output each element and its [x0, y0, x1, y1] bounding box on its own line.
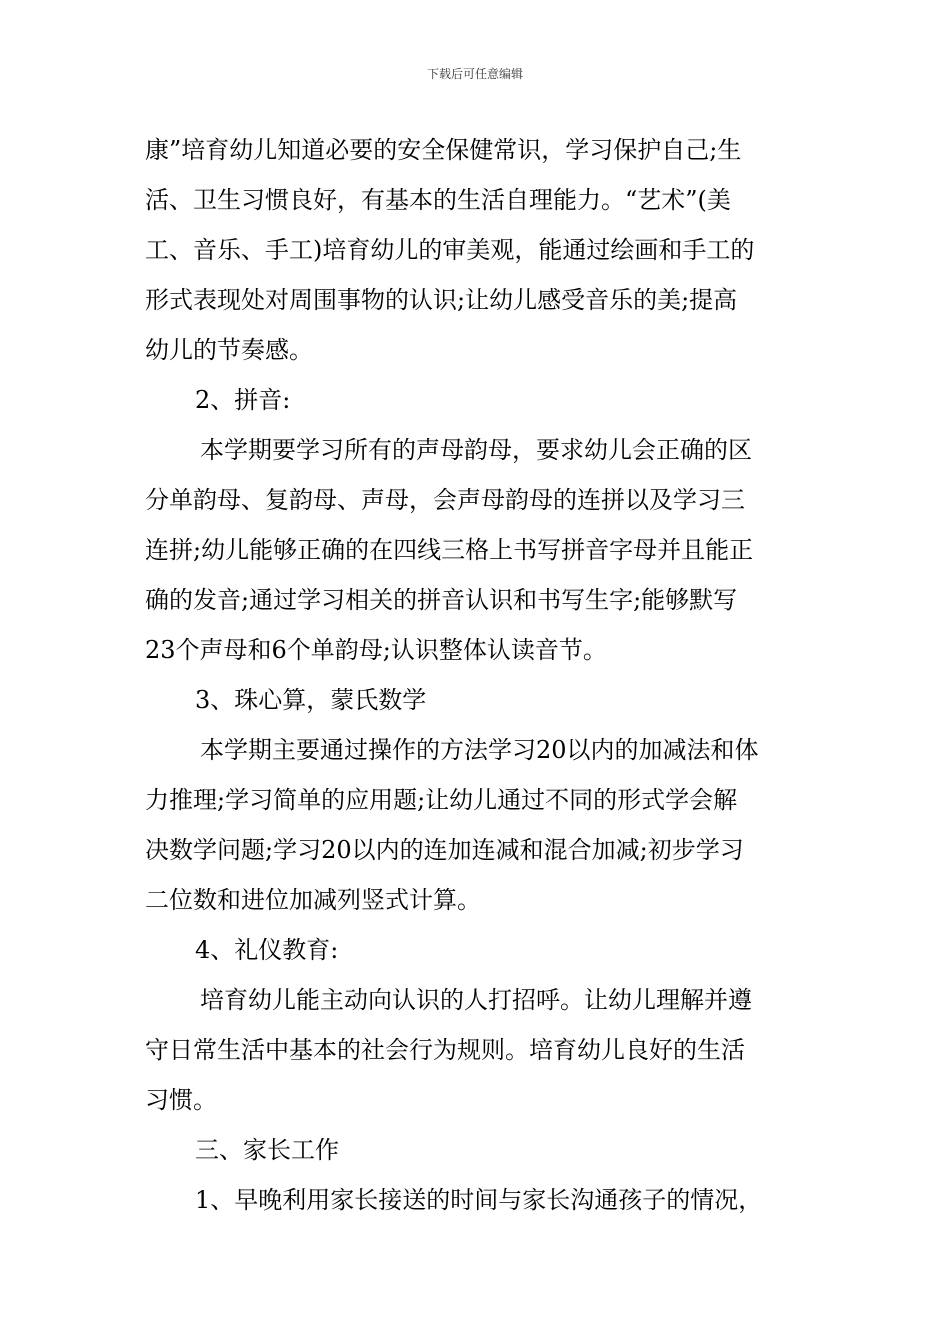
text-line: 本学期要学习所有的声母韵母，要求幼儿会正确的区 [200, 436, 752, 464]
text-line: 幼儿的节奏感。 [145, 336, 313, 364]
text-line: 确的发音;通过学习相关的拼音认识和书写生字;能够默写 [145, 586, 738, 614]
text-line: 康”培育幼儿知道必要的安全保健常识，学习保护自己;生 [145, 136, 742, 164]
text-line: 1、早晚利用家长接送的时间与家长沟通孩子的情况， [195, 1186, 763, 1214]
section-heading: 三、家长工作 [195, 1136, 339, 1164]
section-heading: 4、礼仪教育: [195, 936, 339, 964]
text-line: 习惯。 [145, 1086, 217, 1114]
text-line: 形式表现处对周围事物的认识;让幼儿感受音乐的美;提高 [145, 286, 738, 314]
text-line: 23个声母和6个单韵母;认识整体认读音节。 [145, 636, 607, 664]
text-line: 决数学问题;学习20以内的连加连减和混合加减;初步学习 [145, 836, 744, 864]
section-heading: 3、珠心算，蒙氏数学 [195, 686, 427, 714]
text-line: 活、卫生习惯良好，有基本的生活自理能力。“艺术”(美 [145, 186, 731, 214]
text-line: 分单韵母、复韵母、声母，会声母韵母的连拼以及学习三 [145, 486, 745, 514]
text-line: 二位数和进位加减列竖式计算。 [145, 886, 481, 914]
text-line: 力推理;学习简单的应用题;让幼儿通过不同的形式学会解 [145, 786, 738, 814]
text-line: 培育幼儿能主动向认识的人打招呼。让幼儿理解并遵 [200, 986, 752, 1014]
text-line: 工、音乐、手工)培育幼儿的审美观，能通过绘画和手工的 [145, 236, 755, 264]
page-header: 下载后可任意编辑 [426, 67, 523, 81]
text-line: 连拼;幼儿能够正确的在四线三格上书写拼音字母并且能正 [145, 536, 754, 564]
document-body [145, 125, 810, 1225]
text-line: 本学期主要通过操作的方法学习20以内的加减法和体 [200, 736, 759, 764]
text-line: 守日常生活中基本的社会行为规则。培育幼儿良好的生活 [145, 1036, 745, 1064]
section-heading: 2、拼音: [195, 386, 291, 414]
